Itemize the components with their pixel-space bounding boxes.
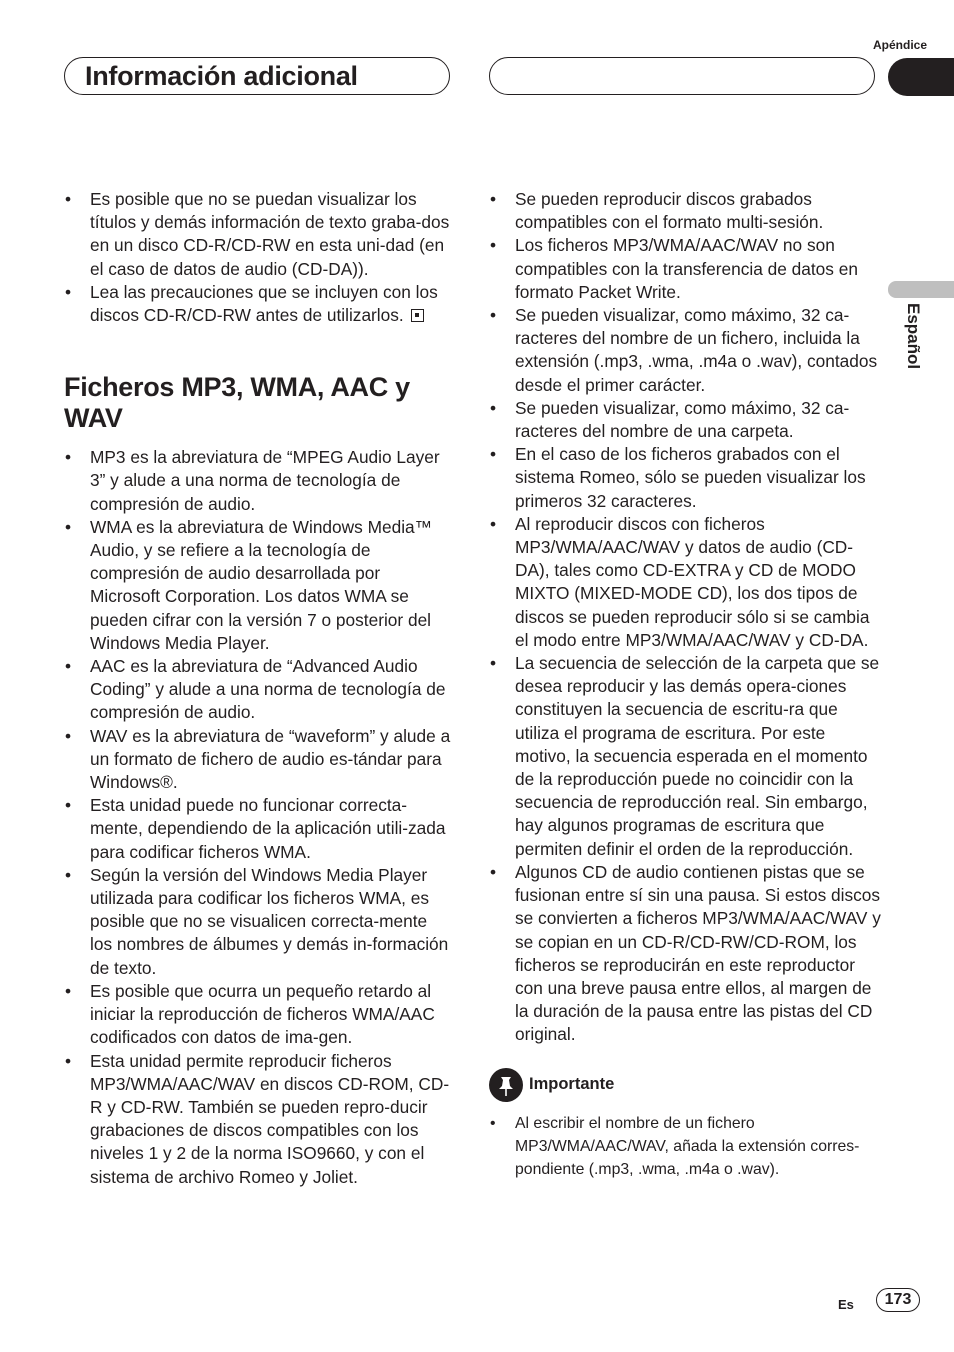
page-number: 173 [876, 1288, 920, 1312]
list-item: • Según la versión del Windows Media Player utilizada para codificar los ficheros WMA, es posible que no se visualicen correcta-mente los nombres de álbumes y demás in-formación de texto. [64, 864, 454, 980]
section-bullet-list [64, 446, 454, 1189]
list-item: • Al reproducir discos con ficheros MP3/WMA/AAC/WAV y datos de audio (CD-DA), tales como CD-EXTRA y CD de MODO MIXTO (MIXED-MODE CD), los dos tipos de discos se pueden reproducir sólo si se cambia el modo entre MP3/WMA/AAC/WAV y CD-DA. [489, 513, 881, 652]
list-item: • Se pueden visualizar, como máximo, 32 ca-racteres del nombre de una carpeta. [489, 397, 881, 443]
list-item: • Los ficheros MP3/WMA/AAC/WAV no son compatibles con la transferencia de datos en formato Packet Write. [489, 234, 881, 304]
list-item: • Al escribir el nombre de un fichero MP3/WMA/AAC/WAV, añada la extensión corres-pondiente (.mp3, .wma, .m4a o .wav). [489, 1112, 881, 1182]
list-item: • Se pueden reproducir discos grabados compatibles con el formato multi-sesión. [489, 188, 881, 234]
list-item: • Es posible que no se puedan visualizar los títulos y demás información de texto graba-dos en un disco CD-R/CD-RW en esta uni-dad (en el caso de datos de audio (CD-DA)). [64, 188, 454, 281]
side-tab-marker [888, 281, 954, 298]
section-title: Ficheros MP3, WMA, AAC y WAV [64, 372, 410, 434]
list-item: • WMA es la abreviatura de Windows Media™ Audio, y se refiere a la tecnología de compresión de audio desarrollada por Microsoft Corporation. Los datos WMA se pueden cifrar con la versión 7 o posterior del Windows Media Player. [64, 516, 454, 655]
page-title: Información adicional [85, 61, 358, 91]
list-item: • AAC es la abreviatura de “Advanced Audio Coding” y alude a una norma de tecnología de compresión de audio. [64, 655, 454, 725]
end-mark-icon [411, 309, 424, 322]
list-item: • Se pueden visualizar, como máximo, 32 ca-racteres del nombre de un fichero, incluida la extensión (.mp3, .wma, .m4a o .wav), contados desde el primer carácter. [489, 304, 881, 397]
list-item: • MP3 es la abreviatura de “MPEG Audio Layer 3” y alude a una norma de tecnología de compresión de audio. [64, 446, 454, 516]
list-item: • Esta unidad permite reproducir ficheros MP3/WMA/AAC/WAV en discos CD-ROM, CD-R y CD-RW. También se pueden repro-ducir grabaciones de discos compatibles con los niveles 1 y 2 de la norma ISO9660, y con el sistema de archivo Romeo y Joliet. [64, 1050, 454, 1189]
important-heading [489, 1067, 881, 1103]
list-item: • En el caso de los ficheros grabados con el sistema Romeo, sólo se pueden visualizar los primeros 32 caracteres. [489, 443, 881, 513]
important-label: Importante [529, 1074, 615, 1093]
language-code: Es [838, 1297, 854, 1312]
list-item: • La secuencia de selección de la carpeta que se desea reproducir y las demás opera-ciones constituyen la secuencia de escritu-ra que utiliza el programa de escritura. Por este motivo, la secuencia esperada en el momento de la reproducción puede no coincidir con la secuencia de reproducción real. Sin embargo, hay algunos programas de escritura que permiten definir el orden de la reproducción. [489, 652, 881, 861]
important-note-list [489, 1112, 881, 1182]
list-item: • Lea las precauciones que se incluyen con los discos CD-R/CD-RW antes de utilizarlos. [64, 281, 454, 327]
left-column [64, 188, 454, 1189]
header-title-box [64, 57, 450, 95]
pushpin-icon [489, 1068, 523, 1102]
appendix-label: Apéndice [872, 38, 927, 52]
right-column [489, 188, 881, 1181]
top-bullet-list [64, 188, 454, 327]
header-empty-box [489, 57, 875, 95]
list-item: • Algunos CD de audio contienen pistas que se fusionan entre sí sin una pausa. Si estos discos se convierten a ficheros MP3/WMA/AAC/WAV y se copian en un CD-R/CD-RW/CD-ROM, los ficheros se reproducirán en este reproductor con una breve pausa entre ellos, al margen de la duración de la pausa entre las pistas del CD original. [489, 861, 881, 1047]
list-item: • WAV es la abreviatura de “waveform” y alude a un formato de fichero de audio es-tándar para Windows®. [64, 725, 454, 795]
list-item: • Esta unidad puede no funcionar correcta-mente, dependiendo de la aplicación utili-zada para codificar ficheros WMA. [64, 794, 454, 864]
side-language-label: Español [904, 303, 923, 370]
right-bullet-list [489, 188, 881, 1047]
list-item: • Es posible que ocurra un pequeño retardo al iniciar la reproducción de ficheros WMA/AAC codificados con datos de ima-gen. [64, 980, 454, 1050]
header-tab-marker [888, 58, 954, 96]
